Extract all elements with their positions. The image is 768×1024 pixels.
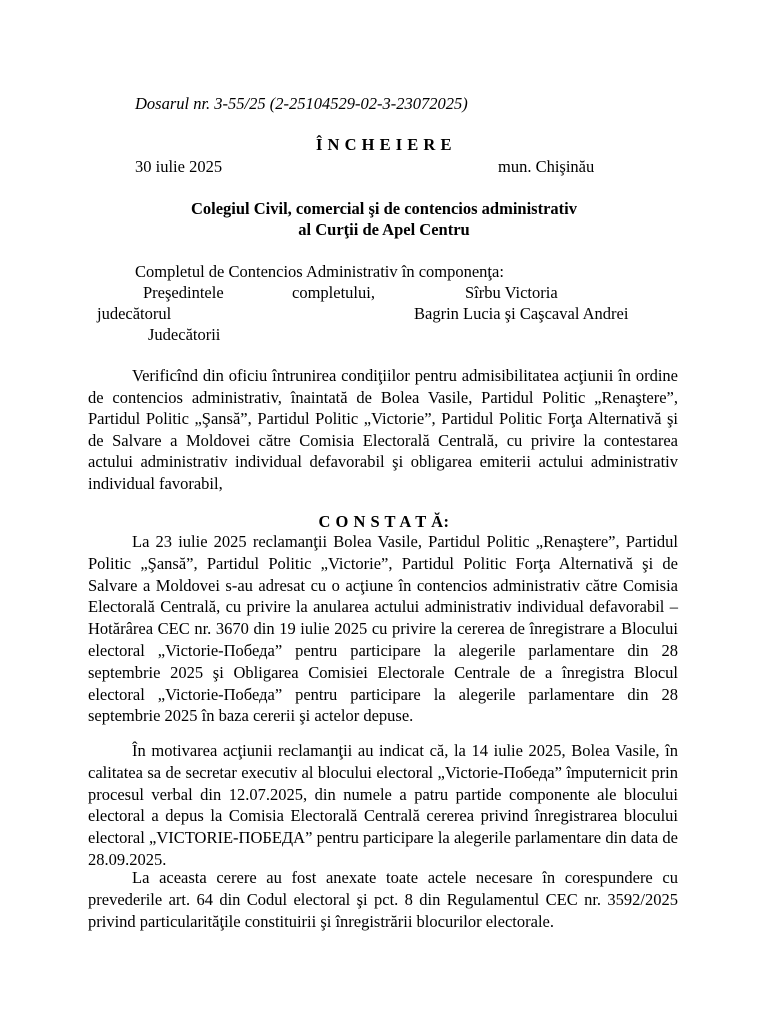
section-heading: C O N S T A T Ă: — [318, 512, 450, 531]
panel-judges-label: Judecătorii — [148, 325, 221, 344]
presiding-judge-name: Sîrbu Victoria — [465, 283, 558, 302]
intro-paragraph: Verificînd din oficiu întrunirea condiţiilor pentru admisibilitatea acţiunii în ordine de contencios administrativ, înaintată de Bolea Vasile, Partidul Politic „Renaştere”, Partidul Politic „Şansă”, Partidul Politic „Victorie”, Partidul Politic Forţa Alternativă şi de Salvare a Moldovei către Comisia Electorală Centrală, cu privire la contestarea actului administrativ individual defavorabil şi obligarea emiterii actului administrativ individual favorabil, — [88, 366, 678, 493]
presiding-label-word1: Preşedintele — [143, 283, 224, 302]
court-name-line1: Colegiul Civil, comercial şi de contencios administrativ — [190, 199, 578, 218]
document-place: mun. Chişinău — [498, 157, 595, 176]
panel-judges-names: Bagrin Lucia şi Caşcaval Andrei — [414, 304, 629, 323]
panel-intro: Completul de Contencios Administrativ în componenţa: — [135, 262, 504, 281]
document-title: Î N C H E I E R E — [316, 135, 452, 154]
body-paragraph-1: La 23 iulie 2025 reclamanţii Bolea Vasile, Partidul Politic „Renaştere”, Partidul Politic „Şansă”, Partidul Politic „Victorie”, Partidul Politic Forţa Alternativă şi de Salvare a Moldovei s-au adresat cu o acţiune în contencios administrativ către Comisia Electorală Centrală, cu privire la anularea actului administrativ individual defavorabil –Hotărârea CEC nr. 3670 din 19 iulie 2025 cu privire la cererea de înregistrare a Blocului electoral „Victorie-Победа” pentru participare la alegerile parlamentare din 28 septembrie 2025 şi Obligarea Comisiei Electorale Centrale de a înregistra Blocul electoral „Victorie-Победа” pentru participare la alegerile parlamentare din 28 septembrie 2025 în baza cererii şi actelor depuse. — [88, 532, 678, 726]
body-paragraph-3: La aceasta cerere au fost anexate toate actele necesare în corespundere cu prevederile art. 64 din Codul electoral şi pct. 8 din Regulamentul CEC nr. 3592/2025 privind particularităţile constituirii şi înregistrării blocurilor electorale. — [88, 868, 678, 931]
presiding-label-word3: judecătorul — [97, 304, 172, 323]
case-number: Dosarul nr. 3-55/25 (2-25104529-02-3-23072025) — [135, 94, 468, 113]
document-date: 30 iulie 2025 — [135, 157, 223, 176]
presiding-label-word2: completului, — [292, 283, 375, 302]
body-paragraph-2: În motivarea acţiunii reclamanţii au indicat că, la 14 iulie 2025, Bolea Vasile, în calitatea sa de secretar executiv al blocului electoral „Victorie-Победа” împuternicit prin procesul verbal din 12.07.2025, din numele a patru partide componente ale blocului electoral a depus la Comisia Electorală Centrală cererea privind înregistrarea blocului electoral „VICTORIE-ПОБЕДА” pentru participare la alegerile parlamentare din data de 28.09.2025. — [88, 741, 678, 869]
court-name-line2: al Curţii de Apel Centru — [298, 220, 470, 239]
